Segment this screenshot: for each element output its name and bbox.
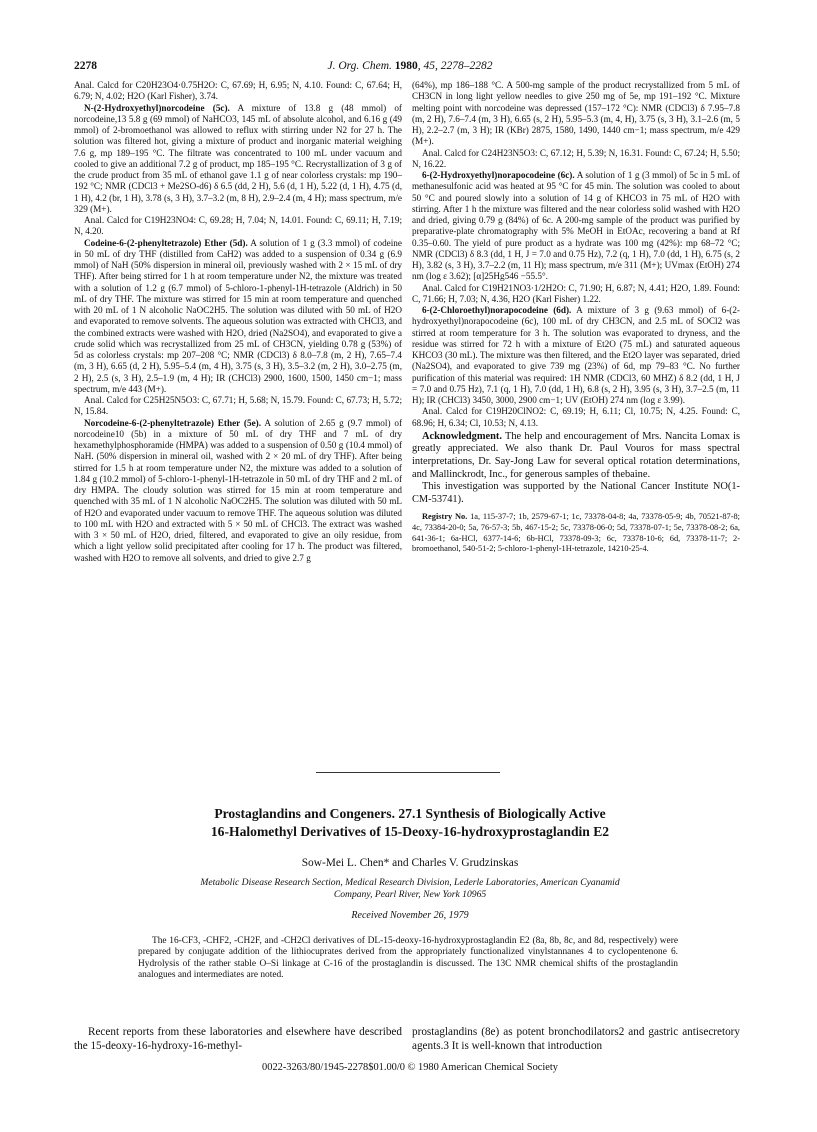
paragraph: Anal. Calcd for C24H23N5O3: C, 67.12; H, 5.39; N, 16.31. Found: C, 67.24; H, 5.50; N, 16.22.	[412, 147, 740, 169]
article-affiliation: Metabolic Disease Research Section, Medical Research Division, Lederle Laboratories, American Cyanamid Company, Pearl River, New York 10965	[200, 877, 620, 900]
paragraph: (64%), mp 186–188 °C. A 500-mg sample of the product recrystallized from 5 mL of CH3CN in long light yellow needles to give 250 mg of 5e, mp 191–192 °C. Mixture melting point with norcodeine was depressed (157–172 °C): NMR (CDCl3) δ 7.95–7.8 (m, 2 H), 7.6–7.4 (m, 3 H), 6.65 (s, 2 H), 5.95–5.3 (m, 4, H), 3.75 (s, 3 H), 3.1–2.6 (m, 5 H), 2.2–2.7 (m, 3 H); IR (KBr) 2875, 1580, 1490, 1440 cm−1; mass spectrum, m/e 429 (M+).	[412, 80, 740, 147]
intro-right: prostaglandins (8e) as potent bronchodilators2 and gastric antisecretory agents.3 It is well-known that introduction	[412, 1026, 740, 1052]
registry-numbers: Registry No. 1a, 115-37-7; 1b, 2579-67-1; 1c, 73378-04-8; 4a, 73378-05-9; 4b, 70521-87-8; 4c, 73384-20-0; 5a, 76-57-3; 5b, 467-15-2; 5c, 73378-06-0; 5d, 73378-07-1; 5e, 73378-08-2; 6a, 641-36-1; 6a-HCl, 6377-14-6; 6b-HCl, 73378-09-3; 6c, 73378-10-6; 6d, 73378-11-7; 2-bromoethanol, 540-51-2; 5-chloro-1-phenyl-1H-tetrazole, 14210-25-4.	[412, 512, 740, 554]
paragraph: Anal. Calcd for C19H20ClNO2: C, 69.19; H, 6.11; Cl, 10.75; N, 4.25. Found: C, 68.96; H, 6.34; Cl, 10.53; N, 4.13.	[412, 406, 740, 428]
page-header	[74, 60, 746, 78]
paragraph: Anal. Calcd for C19H23NO4: C, 69.28; H, 7.04; N, 14.01. Found: C, 69.11; H, 7.19; N, 4.20.	[74, 215, 402, 237]
right-column-paragraphs	[412, 80, 740, 429]
paragraph: 6-(2-Hydroxyethyl)norapocodeine (6c). A solution of 1 g (3 mmol) of 5c in 5 mL of methanesulfonic acid was heated at 95 °C for 45 min. The solution was cooled to about 50 °C and poured slowly into a solution of 14 g of KHCO3 in 75 mL of H2O with stirring. After 1 h the mixture was filtered and the near colorless solid washed with H2O and dried, giving 0.79 g (84%) of 6c. A 200-mg sample of the product was purified by preparative-plate chromatography with 5% MeOH in EtOAc, recovering a band at Rf 0.35–0.60. The yield of pure product as a hydrate was 100 mg (42%): mp 68–72 °C; NMR (CDCl3) δ 8.3 (dd, 1 H, J = 7.0 and 0.75 Hz), 7.2 (q, 1 H), 7.0 (dd, 1 H), 6.75 (s, 2 H), 3.82 (s, 3 H), 3.7–2.2 (m, 11 H); mass spectrum, m/e 311 (M+); UVmax (EtOH) 274 nm (log ε 3.62); [α]25Hg546 −55.5°.	[412, 170, 740, 282]
intro-left: Recent reports from these laboratories and elsewhere have described the 15-deoxy-16-hydroxy-16-methyl-	[74, 1026, 402, 1052]
paragraph: Norcodeine-6-(2-phenyltetrazole) Ether (5e). A solution of 2.65 g (9.7 mmol) of norcodeine10 (5b) in a mixture of 50 mL of dry THF and 7 mL of dry hexamethylphosphoramide (HMPA) was added to a suspension of 0.50 g (10.4 mmol) of NaH. (50% dispersion in mineral oil, washed with 2 × 20 mL of dry THF). After being stirred for 1.5 h at room temperature under N2, the mixture was added to a solution of 1.84 g (10.2 mmol) of 5-chloro-1-phenyl-1H-tetrazole in 50 mL of dry THF and 2 mL of dry HMPA. The cloudy solution was stirred for 15 min at room temperature and quenched with 35 mL of 1 N alcoholic NaOC2H5. The solution was diluted with 50 mL of H2O and evaporated under vacuum to remove THF. The aqueous solution was diluted to 100 mL with H2O and extracted with 5 × 50 mL of CHCl3. The extract was washed with 3 × 50 mL of H2O, dried, filtered, and evaporated to give an oily residue, from which a light yellow solid precipitated after cooling for 17 h. The product was filtered, washed with H2O to remove all solvents, and dried to give 2.7 g	[74, 417, 403, 563]
received-date: Received November 26, 1979	[351, 910, 469, 921]
article-title: Prostaglandins and Congeners. 27.1 Synthesis of Biologically Active 16-Halomethyl Derivatives of 15-Deoxy-16-hydroxyprostaglandin E2	[210, 806, 610, 839]
copyright-footer: 0022-3263/80/1945-2278$01.00/0 © 1980 American Chemical Society	[262, 1062, 558, 1073]
article-authors: Sow-Mei L. Chen* and Charles V. Grudzinskas	[301, 857, 519, 869]
paragraph: Codeine-6-(2-phenyltetrazole) Ether (5d). A solution of 1 g (3.3 mmol) of codeine in 50 mL of dry THF (distilled from CaH2) was added to a suspension of 0.34 g (6.9 mmol) of NaH (50% dispersion in mineral oil, previously washed with 2 × 15 mL of dry THF). After being stirred for 1 h at room temperature under N2, the mixture was treated with a solution of 1.2 g (6.7 mmol) of 5-chloro-1-phenyl-1H-tetrazole (Aldrich) in 50 mL of dry THF. The mixture was stirred for 15 min at room temperature and quenched with 20 mL of 1 N alcoholic NaOC2H5. The solution was diluted with 50 mL of H2O and evaporated to remove solvents. The aqueous solution was extracted with CHCl3, and the combined extracts were washed with H2O, dried (Na2SO4), and evaporated to give a crude solid which was recrystallized from 25 mL of CH3CN, yielding 0.78 g (53%) of 5d as colorless crystals: mp 207–208 °C; NMR (CDCl3) δ 8.0–7.8 (m, 2 H), 7.65–7.4 (m, 3 H), 6.65 (d, 2 H), 5.95–5.4 (m, 4 H), 3.75 (s, 3 H), 3.5–3.2 (m, 2 H), 3.0–2.75 (m, 2 H), 2.5 (s, 3 H), 2.5–1.9 (m, 4 H); IR (CHCl3) 2900, 1600, 1500, 1450 cm−1; mass spectrum, m/e 443 (M+).	[74, 237, 402, 394]
funding-note: This investigation was supported by the National Cancer Institute NO(1-CM-53741).	[412, 481, 740, 505]
article-abstract: The 16-CF3, -CHF2, -CH2F, and -CH2Cl derivatives of DL-15-deoxy-16-hydroxyprostaglandin E2 (8a, 8b, 8c, and 8d, respectively) were prepared by conjugate addition of the lithiocuprates derived from the appropriately functionalized vinylstannanes 4 to cyclopentenone 6. Hydrolysis of the rather stable O–Si linkage at C-16 of the prostaglandin is discussed. The 13C NMR chemical shifts of the prostaglandin analogues and intermediates are noted.	[138, 936, 678, 981]
right-column	[412, 80, 740, 555]
paragraph: 6-(2-Chloroethyl)norapocodeine (6d). A mixture of 3 g (9.63 mmol) of 6-(2-hydroxyethyl)norapocodeine (6c), 100 mL of dry CH3CN, and 2.5 mL of SOCl2 was stirred at room temperature for 3 h. The solution was evaporated to dryness, and the residue was stirred for 72 h with a mixture of Et2O (75 mL) and saturated aqueous KHCO3 (30 mL). The mixture was then filtered, and the Et2O layer was separated, dried (Na2SO4), and evaporated to give 739 mg (23%) of 6d, mp 79–83 °C. No further purification of this material was required: 1H NMR (CDCl3, 60 MHZ) δ 8.2 (dd, 1 H, J = 7.0 and 0.75 Hz), 7.1 (q, 1 H), 7.0 (dd, 1 H), 6.8 (s, 2 H), 3.95 (s, 3 H), 3.7–2.5 (m, 11 H); IR (CHCl3) 3450, 3000, 2900 cm−1; UV (EtOH) 274 nm (log ε 3.99).	[412, 305, 740, 405]
journal-citation: J. Org. Chem. 1980, 45, 2278–2282	[327, 60, 493, 72]
left-column	[74, 80, 402, 564]
paragraph: Anal. Calcd for C19H21NO3·1/2H2O: C, 71.90; H, 6.87; N, 4.41; H2O, 1.89. Found: C, 71.66; H, 7.03; N, 4.36, H2O (Karl Fisher) 1.22.	[412, 282, 740, 304]
paragraph: Anal. Calcd for C20H23O4·0.75H2O: C, 67.69; H, 6.95; N, 4.10. Found: C, 67.64; H, 6.79; N, 4.02; H2O (Karl Fisher), 3.74.	[74, 80, 402, 102]
paragraph: Anal. Calcd for C25H25N5O3: C, 67.71; H, 5.68; N, 15.79. Found: C, 67.73; H, 5.72; N, 15.84.	[74, 395, 402, 417]
paragraph: N-(2-Hydroxyethyl)norcodeine (5c). A mixture of 13.8 g (48 mmol) of norcodeine,13 5.8 g (69 mmol) of NaHCO3, 145 mL of absolute alcohol, and 6.16 g (49 mmol) of 2-bromoethanol was allowed to reflux with stirring under N2 for 27 h. The solution was filtered hot, giving a mixture of product and inorganic material weighing 7.6 g, mp 189–195 °C. The filtrate was concentrated to 100 mL under vacuum and cooled to give an additional 7.2 g of product, mp 185–195 °C. Recrystallization of 3 g of the crude product from 35 mL of ethanol gave 1.1 g of near colorless crystals: mp 190–192 °C; NMR (CDCl3 + Me2SO-d6) δ 6.5 (dd, 2 H), 5.6 (d, 1 H), 5.22 (d, 1 H), 4.75 (d, 1 H), 4.2 (br, 1 H), 3.78 (s, 3 H), 3.7–3.2 (m, 8 H), 2.9–2.4 (m, 4 H); mass spectrum, m/e 329 (M+).	[74, 102, 402, 214]
acknowledgment: Acknowledgment. The help and encouragement of Mrs. Nancita Lomax is greatly appreciated. We also thank Dr. Paul Vouros for mass spectral interpretations, Dr. Say-Jong Law for several optical rotation determinations, and Mallinckrodt, Inc., for generous samples of thebaine. This investigation was supported by the National Cancer Institute NO(1-CM-53741).	[412, 430, 740, 505]
section-divider	[316, 772, 500, 773]
page-number: 2278	[74, 60, 97, 72]
